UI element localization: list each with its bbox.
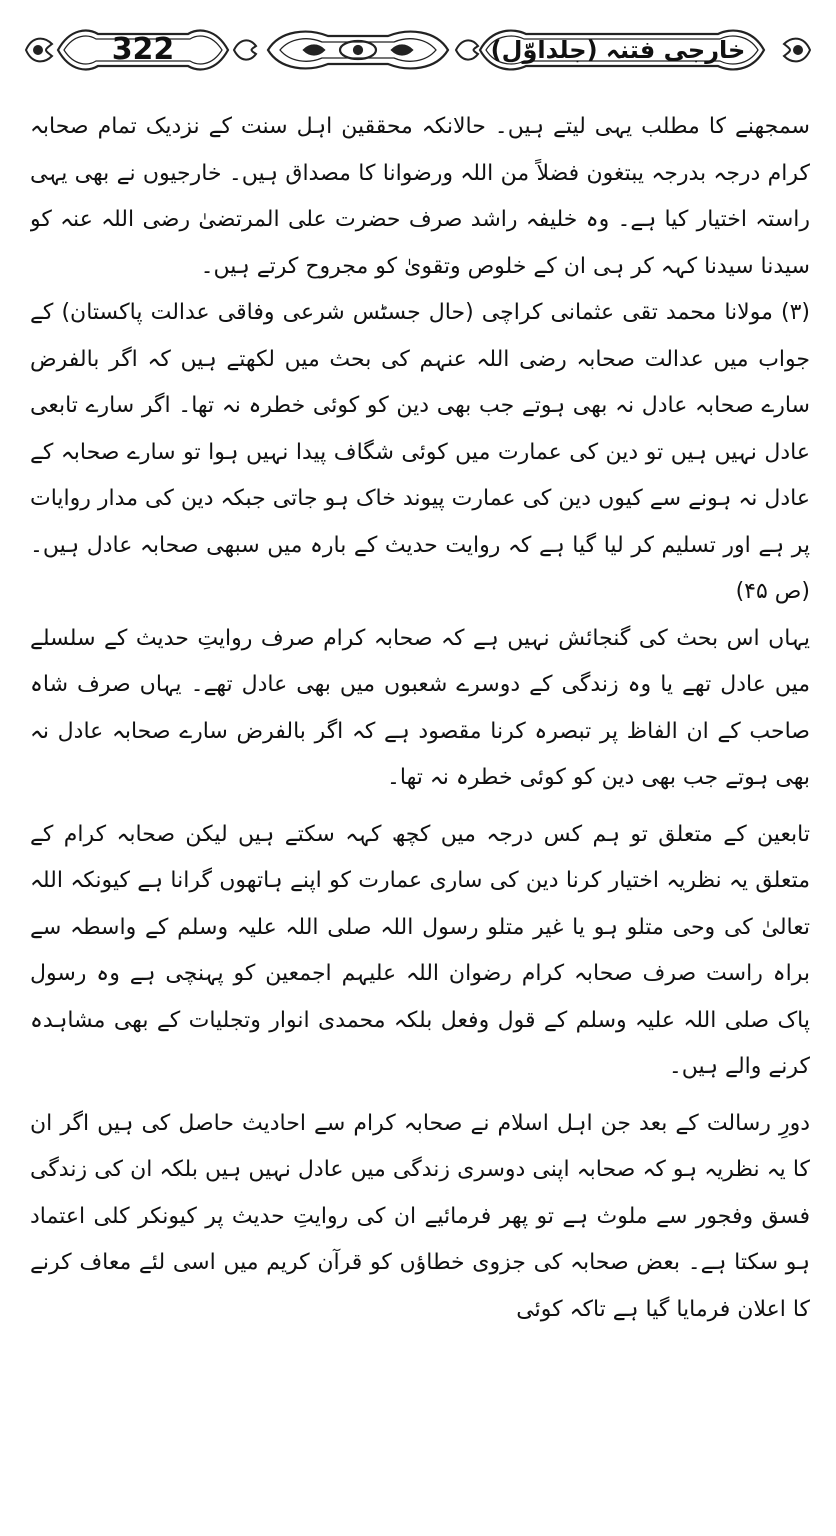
paragraph: (۳) مولانا محمد تقی عثمانی کراچی (حال جسٹس شرعی وفاقی عدالت پاکستان) کے جواب میں عدالت صحابہ رضی اللہ عنہم کی بحث میں لکھتے ہیں کہ اگر بالفرض سارے صحابہ عادل نہ بھی ہوتے جب بھی دین کو کوئی خطرہ نہ تھا۔ اگر سارے تابعی عادل نہیں ہیں تو دین کی عمارت میں کوئی شگاف پیدا نہیں ہوا تو سارے صحابہ کے عادل نہ ہونے سے کیوں دین کی عمارت پیوند خاک ہو جاتی جبکہ دین کی مدار روایات پر ہے اور تسلیم کر لیا گیا ہے کہ روایت حدیث کے بارہ میں سبھی صحابہ عادل ہیں۔ (ص ۴۵) — [30, 300, 810, 604]
flourish-mid-right-icon — [456, 40, 478, 59]
running-title: خارجی فتنہ (جلداوّل) — [490, 36, 746, 64]
page-body — [30, 104, 810, 1524]
flourish-left-icon — [26, 39, 52, 62]
page-header — [18, 22, 818, 78]
paragraph: تابعین کے متعلق تو ہم کس درجہ میں کچھ کہہ سکتے ہیں لیکن صحابہ کرام کے متعلق یہ نظریہ اختیار کرنا دین کی ساری عمارت کو اپنے ہاتھوں گرانا ہے کیونکہ اللہ تعالیٰ کی وحی متلو ہو یا غیر متلو رسول اللہ صلی اللہ علیہ وسلم کے واسطہ سے براہ راست صرف صحابہ کرام رضوان اللہ علیہم اجمعین کو پہنچی ہے وہ رسول پاک صلی اللہ علیہ وسلم کے قول وفعل بلکہ محمدی انوار وتجلیات کے بھی مشاہدہ کرنے والے ہیں۔ — [30, 821, 810, 1079]
page-number: 322 — [111, 32, 175, 67]
paragraph: یہاں اس بحث کی گنجائش نہیں ہے کہ صحابہ کرام صرف روایتِ حدیث کے سلسلے میں عادل تھے یا وہ زندگی کے دوسرے شعبوں میں بھی عادل تھے۔ یہاں صرف شاہ صاحب کے ان الفاظ پر تبصرہ کرنا مقصود ہے کہ اگر بالفرض سارے صحابہ عادل نہ بھی ہوتے جب بھی دین کو کوئی خطرہ نہ تھا۔ — [30, 625, 810, 790]
paragraph: دورِ رسالت کے بعد جن اہل اسلام نے صحابہ کرام سے احادیث حاصل کی ہیں اگر ان کا یہ نظریہ ہو کہ صحابہ اپنی دوسری زندگی میں عادل نہیں ہیں بلکہ ان کی زندگی فسق وفجور سے ملوث ہے تو پھر فرمائیے ان کی روایتِ حدیث پر کیونکر کلی اعتماد ہو سکتا ہے۔ بعض صحابہ کی جزوی خطاؤں کو قرآن کریم میں اسی لئے معاف کرنے کا اعلان فرمایا گیا ہے تاکہ کوئی — [30, 1110, 810, 1322]
paragraph: سمجھنے کا مطلب یہی لیتے ہیں۔ حالانکہ محققین اہل سنت کے نزدیک تمام صحابہ کرام درجہ بدرجہ یبتغون فضلاً من اللہ ورضوانا کا مصداق ہیں۔ خارجیوں نے بھی یہی راستہ اختیار کیا ہے۔ وہ خلیفہ راشد صرف حضرت علی المرتضیٰ رضی اللہ عنہ کو سیدنا سیدنا کہہ کر ہی ان کے خلوص وتقویٰ کو مجروح کرتے ہیں۔ — [30, 114, 810, 279]
central-ornament-icon — [268, 32, 448, 69]
flourish-right-icon — [784, 39, 810, 62]
flourish-right-of-number-icon — [234, 40, 256, 59]
